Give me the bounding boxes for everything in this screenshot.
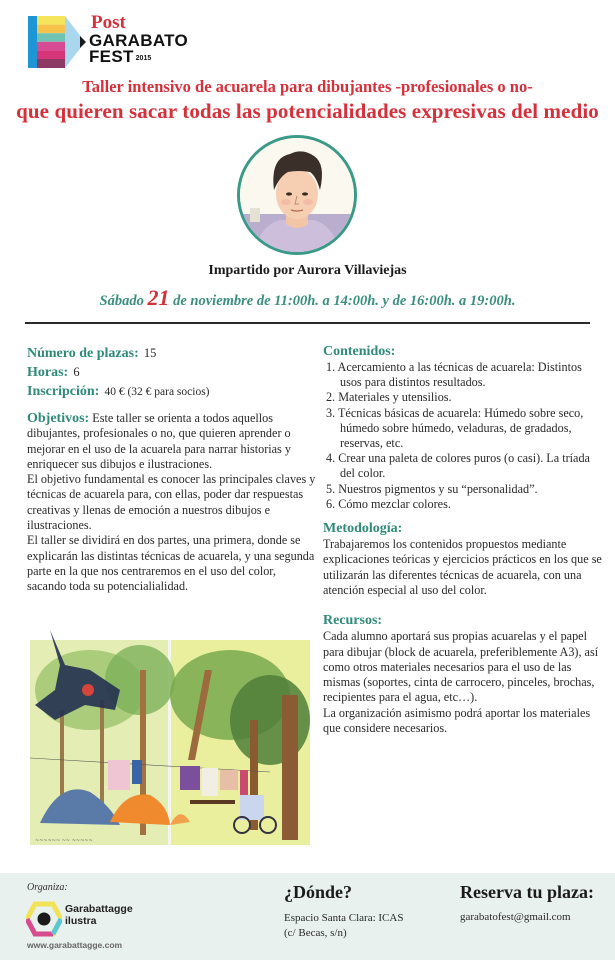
logo-garabato-text: GARABATO — [89, 31, 189, 50]
event-date — [0, 285, 615, 311]
list-item: 2. Materiales y utensilios. — [326, 390, 452, 405]
booking-email-link[interactable]: garabatofest@gmail.com — [460, 911, 571, 923]
objetivos-heading: Objetivos: — [27, 411, 90, 426]
watercolor-illustration — [30, 610, 310, 850]
organiza-label: Organiza: — [27, 882, 68, 893]
list-item: 3. Técnicas básicas de acuarela: Húmedo sobre seco, húmedo sobre húmedo, veladuras, de gradados, reservas, etc. — [326, 405, 584, 451]
stat-value: 40 € (32 € para socios) — [104, 386, 210, 398]
venue-line-2: (c/ Becas, s/n) — [284, 927, 347, 939]
logo-fest-word: FEST — [89, 47, 134, 66]
portrait-illustration — [240, 138, 354, 252]
logo-fest-text — [89, 49, 188, 65]
footer — [0, 873, 615, 960]
title-line-2: que quieren sacar todas las potencialidades expresivas del medio — [16, 99, 599, 123]
date-suffix: de noviembre de 11:00h. a 14:00h. y de 16:00h. a 19:00h. — [169, 293, 516, 309]
list-item: 5. Nuestros pigmentos y su “personalidad”. — [326, 481, 538, 496]
stat-value: 6 — [73, 365, 80, 379]
contenidos-heading: Contenidos: — [323, 344, 396, 359]
venue-address — [284, 911, 403, 941]
garabattagge-logo-icon — [26, 901, 62, 937]
recursos-text: Cada alumno aportará sus propias acuarelas y el papel para dibujar (block de acuarela, preferiblemente A3), así como otros materiales necesarios para el uso de las mismas (soportes, cinta de carrocero, pinceles, brochas, recipientes para el agua, etc…). — [323, 629, 599, 705]
garabato-fest-logo — [28, 12, 189, 70]
camping-scene-illustration — [30, 610, 310, 850]
metodologia-section — [323, 520, 603, 598]
contenidos-list — [326, 360, 603, 512]
list-item: 1. Acercamiento a las técnicas de acuarela: Distintos usos para distintos resultados. — [326, 360, 582, 390]
stat-registration — [27, 381, 317, 401]
metodologia-heading: Metodología: — [323, 521, 403, 537]
stat-places — [27, 343, 317, 362]
svg-text:~~~~~~ ~~ ~~~~~: ~~~~~~ ~~ ~~~~~ — [35, 838, 93, 844]
where-heading: ¿Dónde? — [284, 882, 353, 902]
objetivos-paragraph-3: El taller se dividirá en dos partes, una primera, donde se explicarán las distintas técnicas de acuarela, y una segunda parte en la que nos centraremos en el uso del color, sacando toda su potencialialidad. — [27, 533, 315, 594]
logo-post-text: Post — [91, 12, 126, 33]
logo-year: 2015 — [135, 55, 152, 62]
divider — [25, 322, 590, 324]
right-column — [323, 343, 603, 736]
metodologia-text: Trabajaremos los contenidos propuestos mediante explicaciones teóricas y ejercicios prácticos en los que se utilizarán las diferentes técnicas de acuarela, con una atención especial al uso del color. — [323, 537, 602, 597]
stat-label: Número de plazas: — [27, 346, 139, 361]
date-prefix: Sábado — [99, 293, 148, 309]
objetivos-paragraph-2: El objetivo fundamental es conocer las principales claves y técnicas de acuarela para, con ellas, poder dar respuestas creativas y llenas de emoción a nuestros dibujos e ilustraciones. — [27, 472, 316, 533]
organizer-name-line-2: ilustra — [65, 915, 97, 927]
recursos-paragraph-2: La organización asimismo podrá aportar los materiales que considere necesarios. — [323, 705, 591, 735]
list-item: 4. Crear una paleta de colores puros (o casi). La tríada del color. — [326, 451, 590, 481]
recursos-heading: Recursos: — [323, 613, 383, 629]
organizer-name-line-1: Garabattagge — [65, 903, 133, 915]
instructor-name: Impartido por Aurora Villaviejas — [208, 263, 407, 278]
instructor-portrait — [237, 135, 357, 255]
date-day: 21 — [147, 285, 170, 310]
pencil-logo-icon — [28, 14, 88, 70]
stat-label: Inscripción: — [27, 384, 100, 399]
organizer-name — [65, 903, 133, 927]
left-column — [27, 343, 317, 595]
venue-line-1: Espacio Santa Clara: ICAS — [284, 912, 404, 924]
booking-heading: Reserva tu plaza: — [460, 882, 594, 902]
list-item: 6. Cómo mezclar colores. — [326, 496, 451, 511]
stat-value: 15 — [143, 346, 157, 360]
objetivos-text: Este taller se orienta a todos aquellos dibujantes, profesionales o no, que quieren aprender o mejorar en el uso de la acuarela para narrar historias y enriquecer sus dibujos e ilustraciones. — [27, 411, 291, 471]
recursos-section — [323, 612, 603, 736]
organizer-url-link[interactable]: www.garabattagge.com — [27, 940, 123, 950]
stat-hours — [27, 362, 317, 381]
stat-label: Horas: — [27, 365, 69, 380]
objetivos-section — [27, 411, 317, 595]
title-line-1: Taller intensivo de acuarela para dibujantes -profesionales o no- — [82, 77, 533, 96]
